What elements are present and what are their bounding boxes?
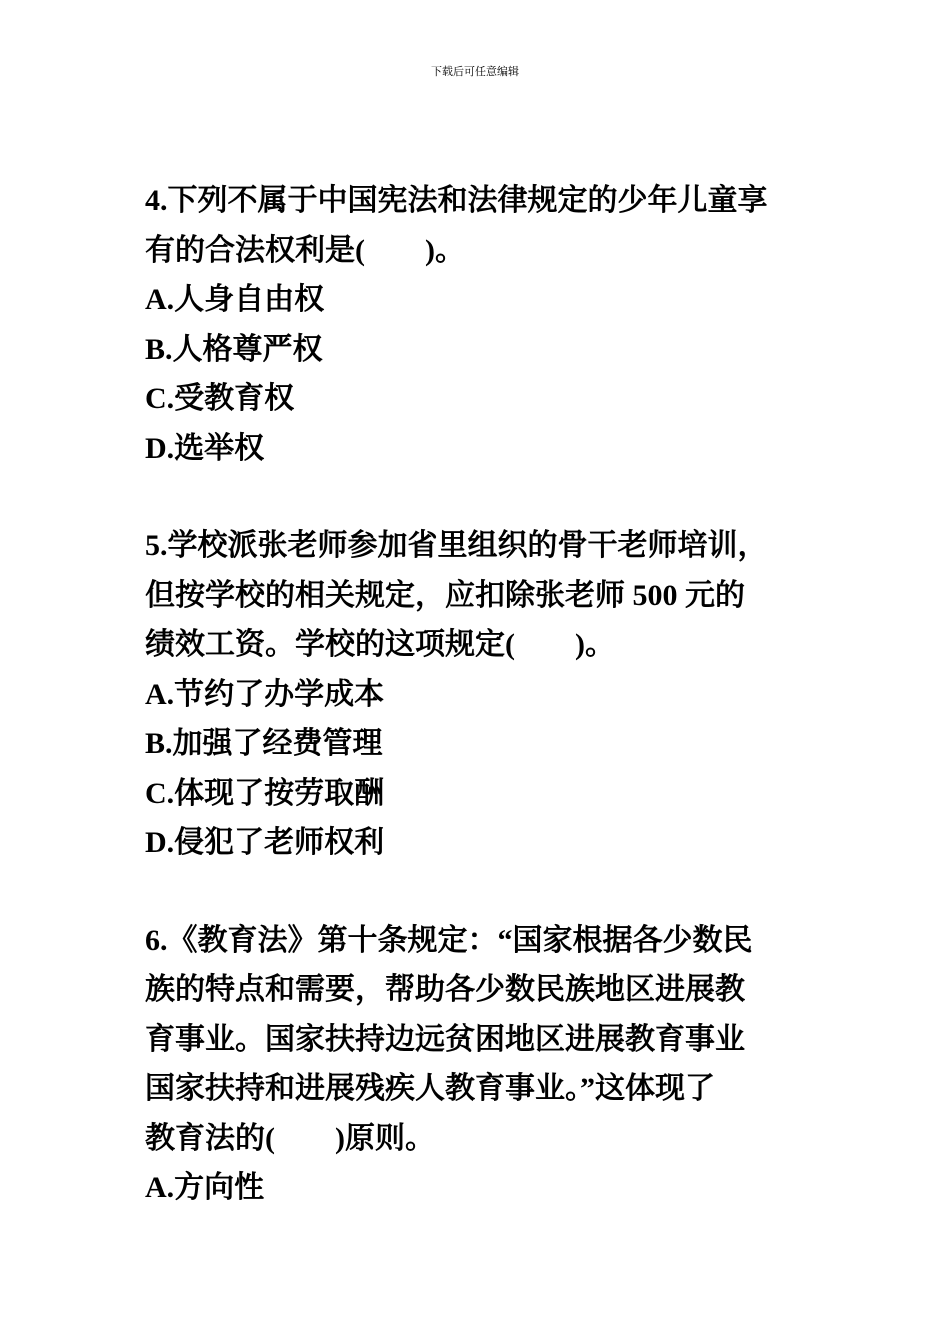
- question-stem-line: 教育法的( )原则。: [145, 1121, 435, 1155]
- page-header: 下载后可任意编辑: [431, 65, 519, 78]
- question-stem-line: 绩效工资。学校的这项规定( )。: [145, 628, 615, 661]
- option-c: C.体现了按劳取酬: [145, 776, 385, 810]
- option-a: A.节约了办学成本: [145, 677, 385, 711]
- question-stem-line: 但按学校的相关规定，应扣除张老师 500 元的: [145, 578, 745, 612]
- question-stem-line: 6.《教育法》第十条规定：“国家根据各少数民: [145, 923, 753, 957]
- option-d: D.侵犯了老师权利: [145, 826, 385, 859]
- question-stem-line: 育事业。国家扶持边远贫困地区进展教育事业: [145, 1022, 745, 1056]
- question-6: [145, 916, 810, 1213]
- option-b: B.加强了经费管理: [145, 727, 383, 760]
- question-5: [145, 521, 810, 868]
- question-4: [145, 176, 810, 473]
- question-stem-line: 族的特点和需要，帮助各少数民族地区进展教: [145, 973, 745, 1006]
- option-d: D.选举权: [145, 431, 265, 465]
- option-a: A.人身自由权: [145, 283, 325, 316]
- option-a: A.方向性: [145, 1171, 265, 1204]
- option-c: C.受教育权: [145, 382, 295, 415]
- question-stem-line: 国家扶持和进展残疾人教育事业。”这体现了: [145, 1072, 715, 1105]
- question-stem-line: 5.学校派张老师参加省里组织的骨干老师培训，: [145, 529, 768, 562]
- question-stem-line: 4.下列不属于中国宪法和法律规定的少年儿童享: [145, 184, 768, 217]
- option-b: B.人格尊严权: [145, 332, 323, 366]
- question-stem-line: 有的合法权利是( )。: [145, 233, 465, 267]
- document-body: [145, 176, 810, 1261]
